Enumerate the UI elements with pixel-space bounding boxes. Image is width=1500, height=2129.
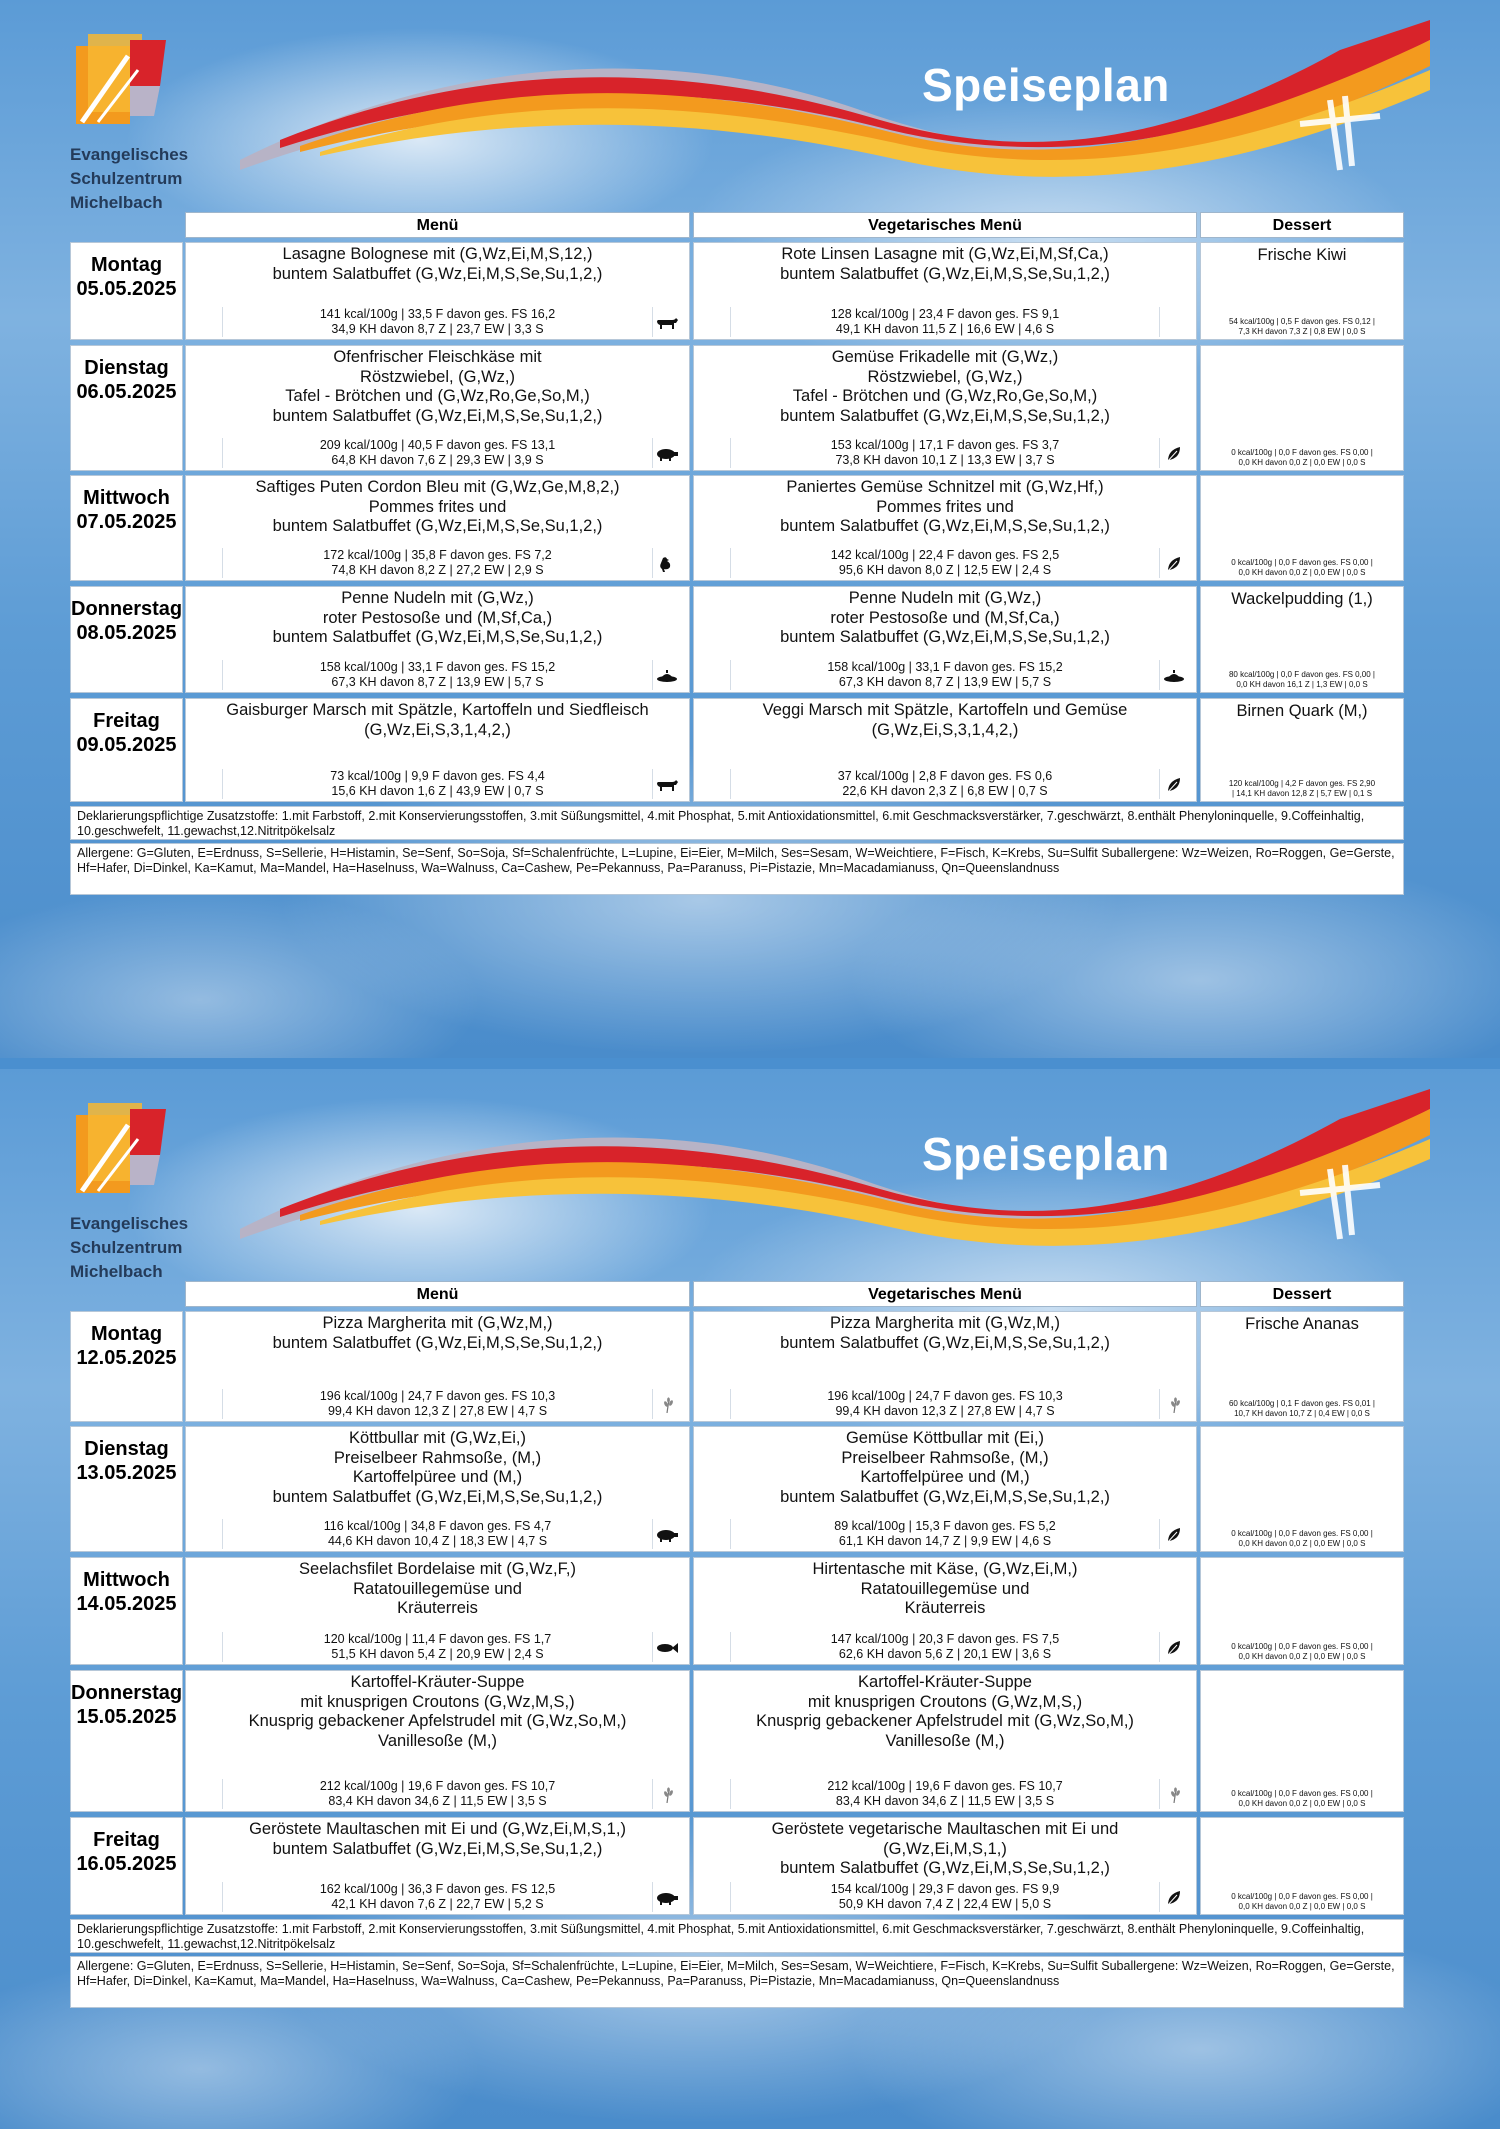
day-name: Montag (90, 1323, 163, 1345)
dessert-nutrition-info: 60 kcal/100g | 0,1 F davon ges. FS 0,01 | 10,7 KH davon 10,7 Z | 0,4 EW | 0,0 S (1228, 1399, 1376, 1418)
dessert-cell (1200, 345, 1404, 471)
nutrition-line-2: 99,4 KH davon 12,3 Z | 27,8 EW | 4,7 S (327, 1404, 548, 1418)
decorative-swoosh (240, 20, 1430, 180)
nutrition-line-1: 141 kcal/100g | 33,5 F davon ges. FS 16,2 (319, 307, 556, 321)
dessert-nutrition-info: 120 kcal/100g | 4,2 F davon ges. FS 2,90 | 14,1 KH davon 12,8 Z | 5,7 EW | 0,1 S (1228, 779, 1376, 798)
day-cell (70, 1311, 183, 1422)
menu-cell (185, 1557, 690, 1665)
cow-icon (655, 315, 679, 331)
school-name-line-2: Schulzentrum (70, 1238, 183, 1257)
nutrition-line-2: 50,9 KH davon 7,4 Z | 22,4 EW | 5,0 S (838, 1897, 1052, 1911)
nutrition-info (222, 769, 653, 799)
nutrition-line-2: 83,4 KH davon 34,6 Z | 11,5 EW | 3,5 S (835, 1794, 1055, 1808)
nutrition-line-1: 196 kcal/100g | 24,7 F davon ges. FS 10,3 (827, 1389, 1063, 1403)
day-label (71, 1437, 182, 1485)
day-label (71, 709, 182, 757)
dessert-nutrition-info: 0 kcal/100g | 0,0 F davon ges. FS 0,00 | 0,0 KH davon 0,0 Z | 0,0 EW | 0,0 S (1231, 1529, 1373, 1548)
nutrition-info (730, 660, 1160, 690)
page-title: Speiseplan (922, 59, 1170, 111)
wheat-icon (655, 1787, 679, 1803)
school-name-line-3: Michelbach (70, 1262, 163, 1281)
cow-icon (655, 777, 679, 793)
nutrition-info (730, 1519, 1160, 1549)
wheat-icon (1162, 1787, 1186, 1803)
day-label (71, 253, 182, 301)
chicken-icon (655, 556, 679, 572)
nutrition-line-2: 99,4 KH davon 12,3 Z | 27,8 EW | 4,7 S (835, 1404, 1055, 1418)
nutrition-line-2: 49,1 KH davon 11,5 Z | 16,6 EW | 4,6 S (835, 322, 1055, 336)
menu-cell (185, 1426, 690, 1552)
day-name: Dienstag (84, 1438, 169, 1460)
dessert-name: Birnen Quark (M,) (1236, 702, 1368, 720)
school-name (70, 143, 188, 215)
nutrition-info (222, 1779, 653, 1809)
day-date: 08.05.2025 (76, 622, 177, 644)
nutrition-line-2: 15,6 KH davon 1,6 Z | 43,9 EW | 0,7 S (331, 784, 544, 798)
dish-description: Veggi Marsch mit Spätzle, Kartoffeln und Gemüse (G,Wz,Ei,S,3,1,4,2,) (762, 701, 1128, 739)
day-cell (70, 698, 183, 802)
leaf-icon (1162, 1890, 1186, 1906)
dish-description: Rote Linsen Lasagne mit (G,Wz,Ei,M,Sf,Ca,) buntem Salatbuffet (G,Wz,Ei,M,S,Se,Su,1,2,) (780, 245, 1110, 283)
nutrition-line-1: 37 kcal/100g | 2,8 F davon ges. FS 0,6 (837, 769, 1053, 783)
nutrition-line-2: 74,8 KH davon 8,2 Z | 27,2 EW | 2,9 S (331, 563, 544, 577)
dish-icon (655, 668, 679, 684)
dish-description: Penne Nudeln mit (G,Wz,) roter Pestosoße und (M,Sf,Ca,) buntem Salatbuffet (G,Wz,Ei,M,S,Se,Su,1,2,) (272, 589, 603, 646)
dessert-name: Frische Kiwi (1257, 246, 1347, 264)
nutrition-info (222, 1632, 653, 1662)
header-vegetarian-menu: Vegetarisches Menü (693, 212, 1197, 238)
header-dessert: Dessert (1200, 212, 1404, 238)
nutrition-line-2: 62,6 KH davon 5,6 Z | 20,1 EW | 3,6 S (838, 1647, 1052, 1661)
dish-description: Gemüse Frikadelle mit (G,Wz,) Röstzwiebel, (G,Wz,) Tafel - Brötchen und (G,Wz,Ro,Ge,So,M,) buntem Salatbuffet (G,Wz,Ei,M,S,Se,Su,1,2,) (780, 348, 1110, 425)
nutrition-line-1: 116 kcal/100g | 34,8 F davon ges. FS 4,7 (323, 1519, 552, 1533)
dessert-nutrition-info: 80 kcal/100g | 0,0 F davon ges. FS 0,00 | 0,0 KH davon 16,1 Z | 1,3 EW | 0,0 S (1228, 670, 1376, 689)
nutrition-line-1: 212 kcal/100g | 19,6 F davon ges. FS 10,7 (827, 1779, 1063, 1793)
day-date: 16.05.2025 (76, 1853, 177, 1875)
dish-description: Gaisburger Marsch mit Spätzle, Kartoffeln und Siedfleisch (G,Wz,Ei,S,3,1,4,2,) (226, 701, 649, 739)
day-name: Montag (90, 254, 163, 276)
dessert-cell (1200, 586, 1404, 693)
menu-cell (185, 586, 690, 693)
day-name: Donnerstag (71, 598, 183, 620)
day-date: 05.05.2025 (76, 278, 177, 300)
dish-description: Pizza Margherita mit (G,Wz,M,) buntem Salatbuffet (G,Wz,Ei,M,S,Se,Su,1,2,) (780, 1314, 1110, 1352)
nutrition-line-1: 120 kcal/100g | 11,4 F davon ges. FS 1,7 (323, 1632, 552, 1646)
leaf-icon (1162, 777, 1186, 793)
vegetarian-menu-cell (693, 586, 1197, 693)
day-name: Dienstag (84, 357, 169, 379)
menu-cell (185, 1817, 690, 1915)
header-vegetarian-menu: Vegetarisches Menü (693, 1281, 1197, 1307)
school-logo-icon (68, 1095, 178, 1205)
day-cell (70, 586, 183, 693)
nutrition-line-1: 153 kcal/100g | 17,1 F davon ges. FS 3,7 (830, 438, 1060, 452)
dish-description: Kartoffel-Kräuter-Suppe mit knusprigen Croutons (G,Wz,M,S,) Knusprig gebackener Apfelstrudel mit (G,Wz,So,M,) Vanillesoße (M,) (756, 1673, 1134, 1750)
day-name: Mittwoch (83, 487, 170, 509)
dish-description: Köttbullar mit (G,Wz,Ei,) Preiselbeer Rahmsoße, (M,) Kartoffelpüree und (M,) buntem Salatbuffet (G,Wz,Ei,M,S,Se,Su,1,2,) (272, 1429, 603, 1506)
day-cell (70, 345, 183, 471)
nutrition-info (730, 1882, 1160, 1912)
dessert-cell (1200, 1670, 1404, 1812)
dish-description: Geröstete Maultaschen mit Ei und (G,Wz,Ei,M,S,1,) buntem Salatbuffet (G,Wz,Ei,M,S,Se,Su,1,2,) (249, 1820, 626, 1858)
day-cell (70, 1670, 183, 1812)
dish-description: Seelachsfilet Bordelaise mit (G,Wz,F,) Ratatouillegemüse und Kräuterreis (299, 1560, 576, 1617)
dish-description: Penne Nudeln mit (G,Wz,) roter Pestosoße und (M,Sf,Ca,) buntem Salatbuffet (G,Wz,Ei,M,S,Se,Su,1,2,) (780, 589, 1110, 646)
nutrition-info (222, 438, 653, 468)
vegetarian-menu-cell (693, 1670, 1197, 1812)
nutrition-line-2: 44,6 KH davon 10,4 Z | 18,3 EW | 4,7 S (327, 1534, 548, 1548)
additives-note: Deklarierungspflichtige Zusatzstoffe: 1.mit Farbstoff, 2.mit Konservierungsstoffen, 3.mit Süßungsmittel, 4.mit Phosphat, 5.mit Antioxidationsmittel, 6.mit Geschmacksverstärker, 7.geschwärzt, 8.enthält Phenyloninquelle, 9.Coffeinhaltig, 10.geschwefelt, 11.gewachst,12.Nitritpökelsalz (70, 806, 1404, 840)
dessert-nutrition-info: 0 kcal/100g | 0,0 F davon ges. FS 0,00 | 0,0 KH davon 0,0 Z | 0,0 EW | 0,0 S (1231, 448, 1373, 467)
day-date: 15.05.2025 (76, 1706, 177, 1728)
nutrition-line-1: 162 kcal/100g | 36,3 F davon ges. FS 12,5 (319, 1882, 556, 1896)
school-name-line-2: Schulzentrum (70, 169, 183, 188)
dish-description: Hirtentasche mit Käse, (G,Wz,Ei,M,) Ratatouillegemüse und Kräuterreis (812, 1560, 1078, 1617)
nutrition-line-1: 158 kcal/100g | 33,1 F davon ges. FS 15,2 (827, 660, 1063, 674)
dessert-cell (1200, 1817, 1404, 1915)
dish-description: Kartoffel-Kräuter-Suppe mit knusprigen Croutons (G,Wz,M,S,) Knusprig gebackener Apfelstrudel mit (G,Wz,So,M,) Vanillesoße (M,) (248, 1673, 627, 1750)
dish-description: Geröstete vegetarische Maultaschen mit Ei und (G,Wz,Ei,M,S,1,) buntem Salatbuffet (G,Wz,Ei,M,S,Se,Su,1,2,) (771, 1820, 1119, 1877)
page-title: Speiseplan (922, 1128, 1170, 1180)
nutrition-line-1: 196 kcal/100g | 24,7 F davon ges. FS 10,3 (319, 1389, 556, 1403)
nutrition-info (730, 1779, 1160, 1809)
menu-cell (185, 475, 690, 581)
nutrition-line-1: 128 kcal/100g | 23,4 F davon ges. FS 9,1 (830, 307, 1060, 321)
nutrition-line-2: 73,8 KH davon 10,1 Z | 13,3 EW | 3,7 S (835, 453, 1055, 467)
vegetarian-menu-cell (693, 698, 1197, 802)
nutrition-line-2: 42,1 KH davon 7,6 Z | 22,7 EW | 5,2 S (331, 1897, 544, 1911)
pig-icon (655, 1890, 679, 1906)
leaf-icon (1162, 446, 1186, 462)
day-label (71, 486, 182, 534)
nutrition-line-2: 67,3 KH davon 8,7 Z | 13,9 EW | 5,7 S (331, 675, 544, 689)
nutrition-line-2: 83,4 KH davon 34,6 Z | 11,5 EW | 3,5 S (328, 1794, 547, 1808)
leaf-icon (1162, 556, 1186, 572)
dessert-cell (1200, 1426, 1404, 1552)
allergens-note: Allergene: G=Gluten, E=Erdnuss, S=Sellerie, H=Histamin, Se=Senf, So=Soja, Sf=Schalenfrüchte, L=Lupine, Ei=Eier, M=Milch, Ses=Sesam, W=Weichtiere, F=Fisch, K=Krebs, Su=Sulfit Suballergene: Wz=Weizen, Ro=Roggen, Ge=Gerste, Hf=Hafer, Di=Dinkel, Ka=Kamut, Ma=Mandel, Ha=Haselnuss, Wa=Walnuss, Ca=Cashew, Pe=Pekannuss, Pa=Paranuss, Pi=Pistazie, Mn=Macadamianuss, Qn=Queenslandnuss (70, 843, 1404, 895)
day-label (71, 1828, 182, 1876)
menu-sheet-week-1 (0, 0, 1500, 1058)
nutrition-info (222, 660, 653, 690)
day-name: Mittwoch (83, 1569, 170, 1591)
vegetarian-menu-cell (693, 475, 1197, 581)
nutrition-info (730, 1389, 1160, 1419)
nutrition-line-2: 67,3 KH davon 8,7 Z | 13,9 EW | 5,7 S (838, 675, 1052, 689)
dessert-cell (1200, 698, 1404, 802)
day-cell (70, 1426, 183, 1552)
leaf-icon (1162, 1527, 1186, 1543)
day-name: Donnerstag (71, 1682, 183, 1704)
nutrition-line-2: 61,1 KH davon 14,7 Z | 9,9 EW | 4,6 S (838, 1534, 1052, 1548)
nutrition-line-1: 158 kcal/100g | 33,1 F davon ges. FS 15,2 (319, 660, 556, 674)
school-name-line-1: Evangelisches (70, 145, 189, 164)
pig-icon (655, 446, 679, 462)
vegetarian-menu-cell (693, 1557, 1197, 1665)
day-date: 06.05.2025 (76, 381, 177, 403)
day-cell (70, 475, 183, 581)
dessert-name: Frische Ananas (1245, 1315, 1359, 1333)
dessert-cell (1200, 475, 1404, 581)
day-date: 07.05.2025 (76, 511, 177, 533)
nutrition-line-1: 73 kcal/100g | 9,9 F davon ges. FS 4,4 (330, 769, 545, 783)
nutrition-info (222, 548, 653, 578)
pig-icon (655, 1527, 679, 1543)
school-name-line-1: Evangelisches (70, 1214, 189, 1233)
dessert-name: Wackelpudding (1,) (1231, 590, 1373, 608)
nutrition-info (222, 307, 653, 337)
school-name-line-3: Michelbach (70, 193, 163, 212)
fish-icon (655, 1640, 679, 1656)
nutrition-info (730, 1632, 1160, 1662)
additives-note: Deklarierungspflichtige Zusatzstoffe: 1.mit Farbstoff, 2.mit Konservierungsstoffen, 3.mit Süßungsmittel, 4.mit Phosphat, 5.mit Antioxidationsmittel, 6.mit Geschmacksverstärker, 7.geschwärzt, 8.enthält Phenyloninquelle, 9.Coffeinhaltig, 10.geschwefelt, 11.gewachst,12.Nitritpökelsalz (70, 1919, 1404, 1953)
wheat-icon (655, 1397, 679, 1413)
nutrition-line-1: 154 kcal/100g | 29,3 F davon ges. FS 9,9 (830, 1882, 1060, 1896)
day-date: 14.05.2025 (76, 1593, 177, 1615)
nutrition-line-2: 64,8 KH davon 7,6 Z | 29,3 EW | 3,9 S (331, 453, 544, 467)
header-menu: Menü (185, 212, 690, 238)
dessert-cell (1200, 1311, 1404, 1422)
allergens-note: Allergene: G=Gluten, E=Erdnuss, S=Sellerie, H=Histamin, Se=Senf, So=Soja, Sf=Schalenfrüchte, L=Lupine, Ei=Eier, M=Milch, Ses=Sesam, W=Weichtiere, F=Fisch, K=Krebs, Su=Sulfit Suballergene: Wz=Weizen, Ro=Roggen, Ge=Gerste, Hf=Hafer, Di=Dinkel, Ka=Kamut, Ma=Mandel, Ha=Haselnuss, Wa=Walnuss, Ca=Cashew, Pe=Pekannuss, Pa=Paranuss, Pi=Pistazie, Mn=Macadamianuss, Qn=Queenslandnuss (70, 1956, 1404, 2008)
dish-description: Gemüse Köttbullar mit (Ei,) Preiselbeer Rahmsoße, (M,) Kartoffelpüree und (M,) buntem Salatbuffet (G,Wz,Ei,M,S,Se,Su,1,2,) (780, 1429, 1110, 1506)
nutrition-info (222, 1389, 653, 1419)
menu-cell (185, 345, 690, 471)
dessert-nutrition-info: 0 kcal/100g | 0,0 F davon ges. FS 0,00 | 0,0 KH davon 0,0 Z | 0,0 EW | 0,0 S (1231, 1789, 1373, 1808)
menu-cell (185, 1670, 690, 1812)
nutrition-line-1: 212 kcal/100g | 19,6 F davon ges. FS 10,7 (319, 1779, 556, 1793)
vegetarian-menu-cell (693, 242, 1197, 340)
school-logo-icon (68, 26, 178, 136)
vegetarian-menu-cell (693, 345, 1197, 471)
dessert-cell (1200, 242, 1404, 340)
day-label (71, 1568, 182, 1616)
day-date: 12.05.2025 (76, 1347, 177, 1369)
menu-sheet-week-2 (0, 1069, 1500, 2129)
day-name: Freitag (93, 710, 160, 732)
day-date: 13.05.2025 (76, 1462, 177, 1484)
vegetarian-menu-cell (693, 1817, 1197, 1915)
nutrition-info (730, 438, 1160, 468)
dessert-nutrition-info: 0 kcal/100g | 0,0 F davon ges. FS 0,00 | 0,0 KH davon 0,0 Z | 0,0 EW | 0,0 S (1231, 558, 1373, 577)
nutrition-info (222, 1882, 653, 1912)
nutrition-line-2: 51,5 KH davon 5,4 Z | 20,9 EW | 2,4 S (331, 1647, 544, 1661)
dessert-nutrition-info: 0 kcal/100g | 0,0 F davon ges. FS 0,00 | 0,0 KH davon 0,0 Z | 0,0 EW | 0,0 S (1231, 1892, 1373, 1911)
header-dessert: Dessert (1200, 1281, 1404, 1307)
leaf-icon (1162, 1640, 1186, 1656)
nutrition-line-2: 95,6 KH davon 8,0 Z | 12,5 EW | 2,4 S (838, 563, 1052, 577)
nutrition-line-1: 172 kcal/100g | 35,8 F davon ges. FS 7,2 (323, 548, 552, 562)
day-cell (70, 1817, 183, 1915)
day-cell (70, 1557, 183, 1665)
dessert-nutrition-info: 0 kcal/100g | 0,0 F davon ges. FS 0,00 | 0,0 KH davon 0,0 Z | 0,0 EW | 0,0 S (1231, 1642, 1373, 1661)
dessert-cell (1200, 1557, 1404, 1665)
school-name (70, 1212, 188, 1284)
day-cell (70, 242, 183, 340)
dish-icon (1162, 668, 1186, 684)
day-label (71, 597, 182, 645)
dish-description: Ofenfrischer Fleischkäse mit Röstzwiebel, (G,Wz,) Tafel - Brötchen und (G,Wz,Ro,Ge,So,M,) buntem Salatbuffet (G,Wz,Ei,M,S,Se,Su,1,2,) (272, 348, 603, 425)
day-label (71, 356, 182, 404)
menu-cell (185, 1311, 690, 1422)
menu-cell (185, 242, 690, 340)
wheat-icon (1162, 1397, 1186, 1413)
nutrition-line-1: 147 kcal/100g | 20,3 F davon ges. FS 7,5 (830, 1632, 1060, 1646)
day-name: Freitag (93, 1829, 160, 1851)
dish-description: Saftiges Puten Cordon Bleu mit (G,Wz,Ge,M,8,2,) Pommes frites und buntem Salatbuffet (G,Wz,Ei,M,S,Se,Su,1,2,) (255, 478, 620, 535)
day-label (71, 1681, 182, 1729)
nutrition-info (222, 1519, 653, 1549)
dessert-nutrition-info: 54 kcal/100g | 0,5 F davon ges. FS 0,12 | 7,3 KH davon 7,3 Z | 0,8 EW | 0,0 S (1228, 317, 1376, 336)
nutrition-info (730, 307, 1160, 337)
nutrition-line-1: 89 kcal/100g | 15,3 F davon ges. FS 5,2 (834, 1519, 1056, 1533)
dish-description: Pizza Margherita mit (G,Wz,M,) buntem Salatbuffet (G,Wz,Ei,M,S,Se,Su,1,2,) (272, 1314, 603, 1352)
dish-description: Paniertes Gemüse Schnitzel mit (G,Wz,Hf,) Pommes frites und buntem Salatbuffet (G,Wz,Ei,M,S,Se,Su,1,2,) (780, 478, 1110, 535)
vegetarian-menu-cell (693, 1311, 1197, 1422)
decorative-swoosh (240, 1089, 1430, 1249)
nutrition-info (730, 769, 1160, 799)
dish-description: Lasagne Bolognese mit (G,Wz,Ei,M,S,12,) buntem Salatbuffet (G,Wz,Ei,M,S,Se,Su,1,2,) (272, 245, 603, 283)
nutrition-line-1: 209 kcal/100g | 40,5 F davon ges. FS 13,1 (319, 438, 556, 452)
nutrition-line-1: 142 kcal/100g | 22,4 F davon ges. FS 2,5 (830, 548, 1060, 562)
day-date: 09.05.2025 (76, 734, 177, 756)
nutrition-line-2: 22,6 KH davon 2,3 Z | 6,8 EW | 0,7 S (842, 784, 1048, 798)
vegetarian-menu-cell (693, 1426, 1197, 1552)
header-menu: Menü (185, 1281, 690, 1307)
nutrition-line-2: 34,9 KH davon 8,7 Z | 23,7 EW | 3,3 S (331, 322, 544, 336)
menu-cell (185, 698, 690, 802)
nutrition-info (730, 548, 1160, 578)
day-label (71, 1322, 182, 1370)
